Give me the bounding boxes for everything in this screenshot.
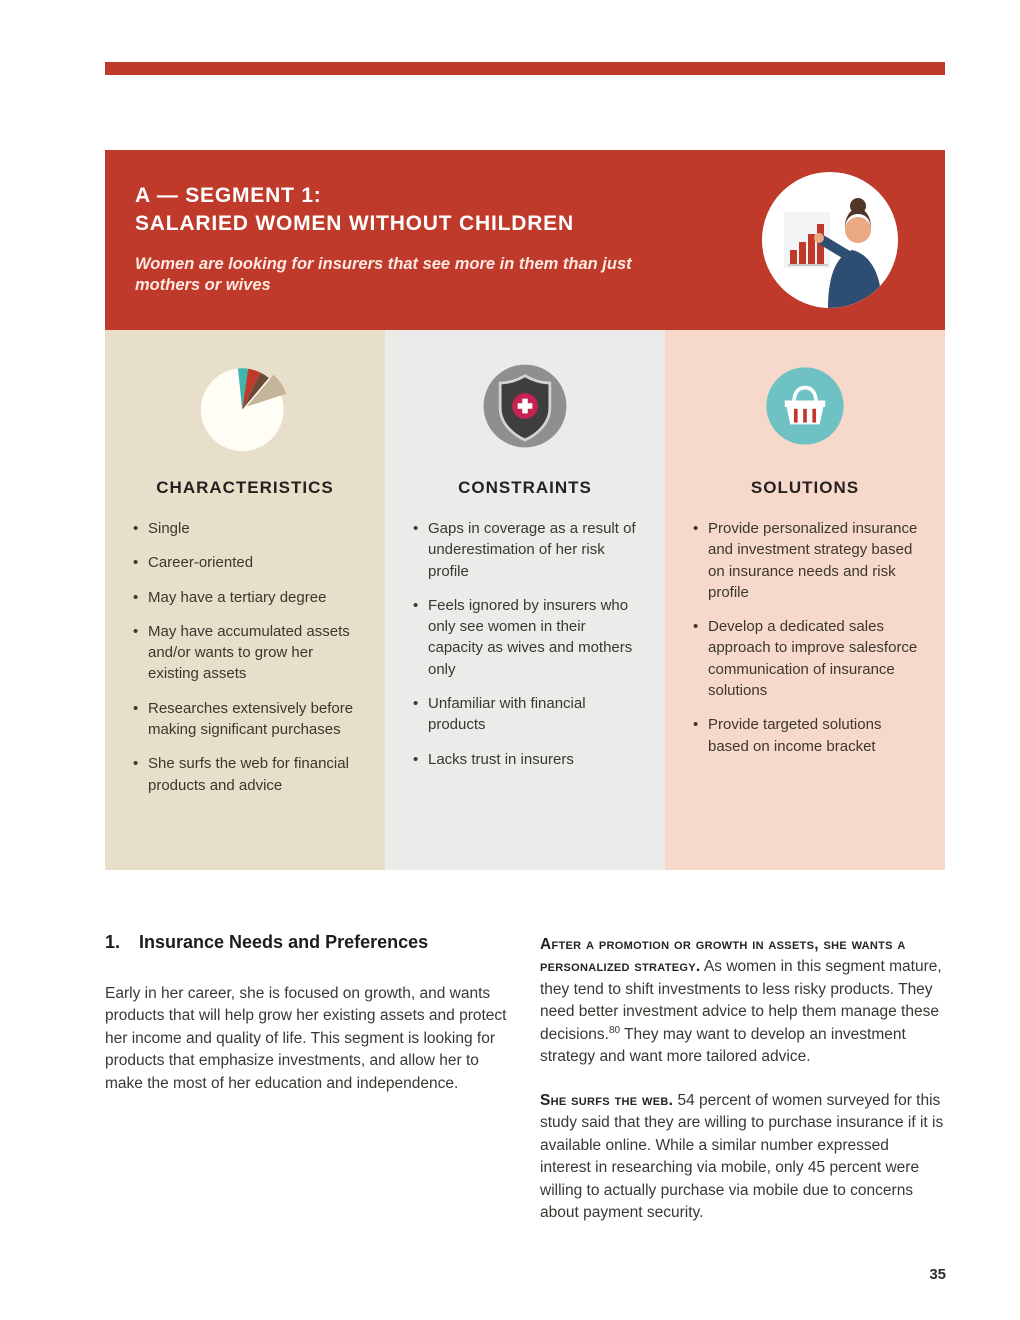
woman-presenting-chart-illustration	[762, 172, 898, 308]
characteristics-list	[131, 518, 359, 796]
list-item: • She surfs the web for financial products and advice	[131, 753, 359, 796]
segment-columns	[105, 330, 945, 870]
segment-subtitle: Women are looking for insurers that see more in them than just mothers or wives	[135, 254, 632, 295]
section-intro-paragraph: Early in her career, she is focused on growth, and wants products that will help grow her existing assets and protect her income and quality of life. This segment is looking for products that emphasize investments, and allow her to make the most of her education and independence.	[105, 985, 507, 1092]
insurance-needs-section	[105, 932, 507, 1095]
top-red-rule	[105, 62, 945, 75]
characteristics-heading: CHARACTERISTICS	[156, 478, 334, 497]
solutions-column	[665, 330, 945, 870]
shield-cross-icon	[479, 360, 571, 452]
segment-title-line2: SALARIED WOMEN WITHOUT CHILDREN	[135, 211, 574, 235]
constraints-column	[385, 330, 665, 870]
page-number: 35	[929, 1266, 946, 1283]
constraints-list	[411, 518, 639, 770]
list-item: • Provide targeted solutions based on income bracket	[691, 714, 919, 757]
list-item: • Lacks trust in insurers	[411, 749, 639, 770]
solutions-list	[691, 518, 919, 757]
woman-chart-icon	[762, 172, 898, 308]
paragraph-body: 54 percent of women surveyed for this study said that they are willing to purchase insurance if it is available online. While a similar number expressed interest in researching via mobile, only 45 percent were willing to actually purchase via mobile due to concerns about payment security.	[540, 1091, 944, 1222]
section-heading	[105, 932, 507, 953]
characteristics-column	[105, 330, 385, 870]
paragraph-personalized-strategy	[540, 934, 944, 1069]
right-text-column	[540, 934, 944, 1225]
paragraph-body-continued: They may want to develop an investment strategy and want more tailored advice.	[540, 1025, 906, 1066]
list-item: • Unfamiliar with financial products	[411, 693, 639, 736]
segment-title-line1: A — SEGMENT 1:	[135, 184, 322, 207]
list-item: • Develop a dedicated sales approach to improve salesforce communication of insurance solutions	[691, 616, 919, 701]
list-item: • May have a tertiary degree	[131, 587, 359, 608]
section-number: 1.	[105, 932, 121, 952]
constraints-heading: CONSTRAINTS	[458, 478, 592, 497]
list-item: • Career-oriented	[131, 552, 359, 573]
list-item: • Researches extensively before making significant purchases	[131, 698, 359, 741]
list-item: • Single	[131, 518, 359, 539]
segment-title	[135, 182, 695, 238]
section-title: Insurance Needs and Preferences	[139, 932, 429, 952]
paragraph-lead-in: After a promotion or growth in assets, she wants a personalized strategy.	[540, 936, 906, 976]
list-item: • Feels ignored by insurers who only see women in their capacity as wives and mothers only	[411, 595, 639, 680]
paragraph-surfs-the-web	[540, 1090, 944, 1225]
segment-banner-text	[135, 182, 695, 297]
list-item: • May have accumulated assets and/or wants to grow her existing assets	[131, 621, 359, 685]
paragraph-lead-in: She surfs the web.	[540, 1091, 674, 1109]
footnote-reference: 80	[608, 1024, 621, 1036]
list-item: • Gaps in coverage as a result of underestimation of her risk profile	[411, 518, 639, 582]
solutions-heading: SOLUTIONS	[750, 478, 860, 497]
paragraph-body: As women in this segment mature, they tend to shift investments to less risky products. They need better investment advice to help them manage these decisions.	[540, 958, 942, 1043]
pie-chart-icon	[199, 360, 291, 452]
segment-banner	[105, 150, 945, 330]
list-item: • Provide personalized insurance and investment strategy based on insurance needs and risk profile	[691, 518, 919, 603]
shopping-basket-icon	[759, 360, 851, 452]
